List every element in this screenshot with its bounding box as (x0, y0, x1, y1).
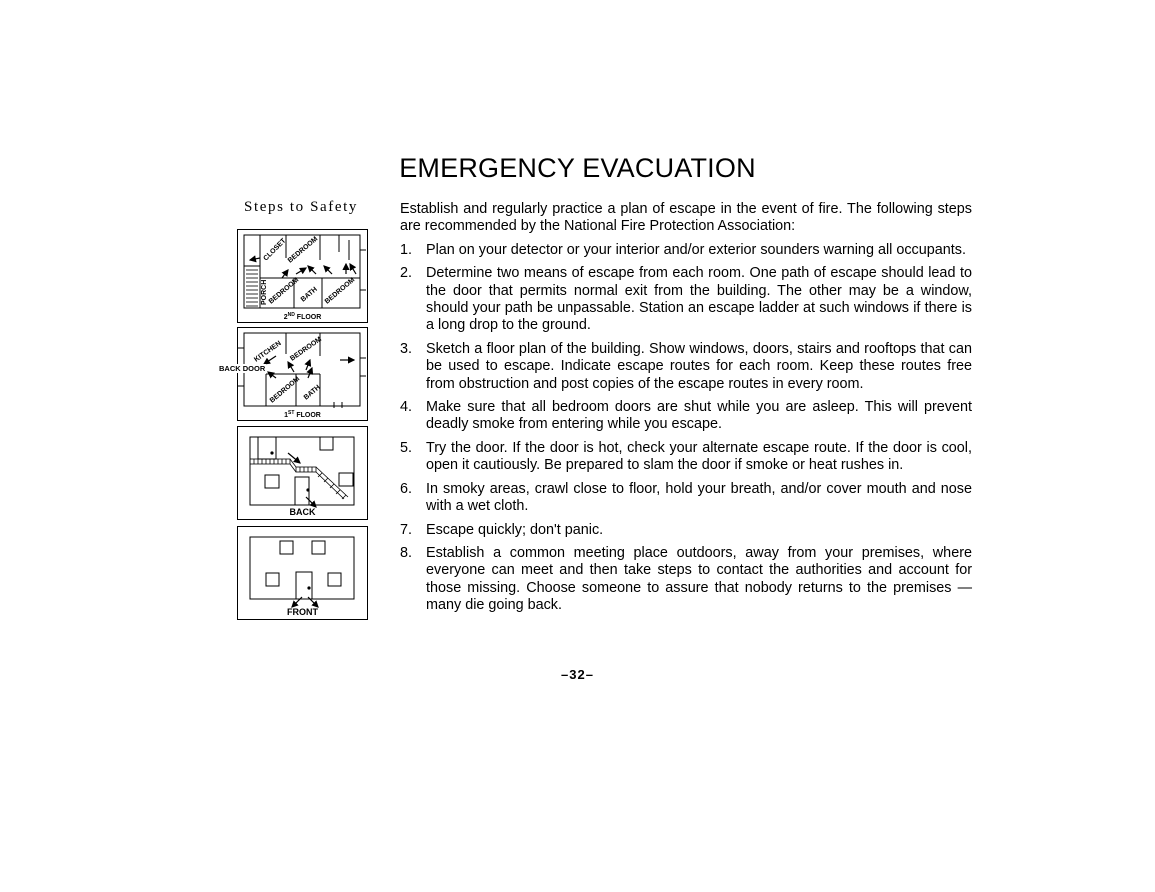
floor-caption-1st-suffix: ST (288, 410, 295, 416)
house-back-view (237, 426, 368, 520)
room-label-closet: CLOSET (262, 237, 288, 263)
house-front-view (237, 526, 368, 620)
step-number: 2. (400, 265, 413, 282)
step-text: Make sure that all bedroom doors are shut while you are asleep. This will prevent deadly smoke from entering while you escape. (426, 399, 972, 433)
step-item (400, 242, 972, 259)
floor-plan-2nd-floor (237, 229, 368, 323)
step-number: 6. (400, 480, 413, 497)
intro-paragraph: Establish and regularly practice a plan of escape in the event of fire. The following steps are recommended by the National Fire Protection Association: (400, 201, 972, 235)
step-number: 3. (400, 340, 413, 357)
floor-plan-1st-floor (237, 327, 368, 421)
step-number: 8. (400, 544, 413, 561)
house-front-view-drawing (238, 527, 367, 619)
step-number: 5. (400, 439, 413, 456)
room-label-kitchen: KITCHEN (253, 340, 283, 364)
step-item (400, 399, 972, 434)
page-number: –32– (561, 667, 594, 682)
room-label-bedroom-2: BEDROOM (267, 276, 301, 306)
evacuation-instructions (400, 201, 972, 621)
steps-list (400, 242, 972, 615)
floor-caption-1st (284, 410, 321, 419)
step-text: Escape quickly; don't panic. (426, 521, 604, 538)
front-view-caption: FRONT (287, 607, 318, 617)
step-number: 1. (400, 241, 413, 258)
step-item (400, 440, 972, 475)
step-number: 4. (400, 399, 413, 416)
page-title: EMERGENCY EVACUATION (399, 153, 756, 183)
sidebar-title: Steps to Safety (244, 199, 358, 215)
step-item (400, 265, 972, 335)
step-text: In smoky areas, crawl close to floor, hold your breath, and/or cover mouth and nose with a wet cloth. (426, 480, 972, 515)
room-label-bedroom-4: BEDROOM (289, 335, 324, 363)
step-item (400, 545, 972, 615)
floor-caption-1st-floor: FLOOR (294, 412, 321, 419)
room-label-porch: PORCH (261, 279, 268, 305)
step-item (400, 522, 972, 539)
floor-caption-2nd-floor: FLOOR (294, 314, 322, 321)
step-number: 7. (400, 521, 413, 538)
back-door-label: BACK DOOR (219, 364, 266, 373)
step-text: Determine two means of escape from each room. One path of escape should lead to the door that permits normal exit from the building. The other may be a window, should your path be unpassable. Station an escape ladder at such windows if there is a long drop to the ground. (426, 265, 972, 334)
floor-caption-2nd-suffix: ND (287, 312, 295, 318)
back-view-caption: BACK (289, 507, 316, 517)
step-item (400, 341, 972, 393)
step-text: Sketch a floor plan of the building. Show windows, doors, stairs and rooftops that can be used to escape. Indicate escape routes for each room. Keep these routes free from obstruction and post copies of the escape routes in every room. (426, 340, 972, 392)
floor-plan-2nd-floor-drawing (238, 230, 367, 322)
room-label-bath: BATH (299, 286, 319, 304)
floor-caption-2nd-number: 2 (283, 314, 288, 321)
house-back-view-drawing (238, 427, 367, 519)
room-label-bedroom-5: BEDROOM (268, 375, 302, 405)
floor-caption-2nd (284, 312, 322, 321)
step-text: Plan on your detector or your interior and/or exterior sounders warning all occupants. (426, 241, 966, 258)
step-text: Establish a common meeting place outdoors, away from your premises, where everyone can meet and then take steps to contact the authorities and account for those missing. Choose someone to assure that nobody returns to the premises — many die going back. (426, 544, 972, 614)
room-label-bedroom-1: BEDROOM (286, 235, 320, 265)
floor-caption-1st-number: 1 (284, 412, 289, 419)
floor-plan-1st-floor-drawing (238, 328, 367, 420)
step-text: Try the door. If the door is hot, check your alternate escape route. If the door is cool, open it cautiously. Be prepared to slam the door if smoke or heat rushes in. (426, 439, 972, 474)
room-label-bedroom-3: BEDROOM (323, 276, 357, 306)
room-label-bath-2: BATH (302, 384, 322, 402)
step-item (400, 481, 972, 516)
